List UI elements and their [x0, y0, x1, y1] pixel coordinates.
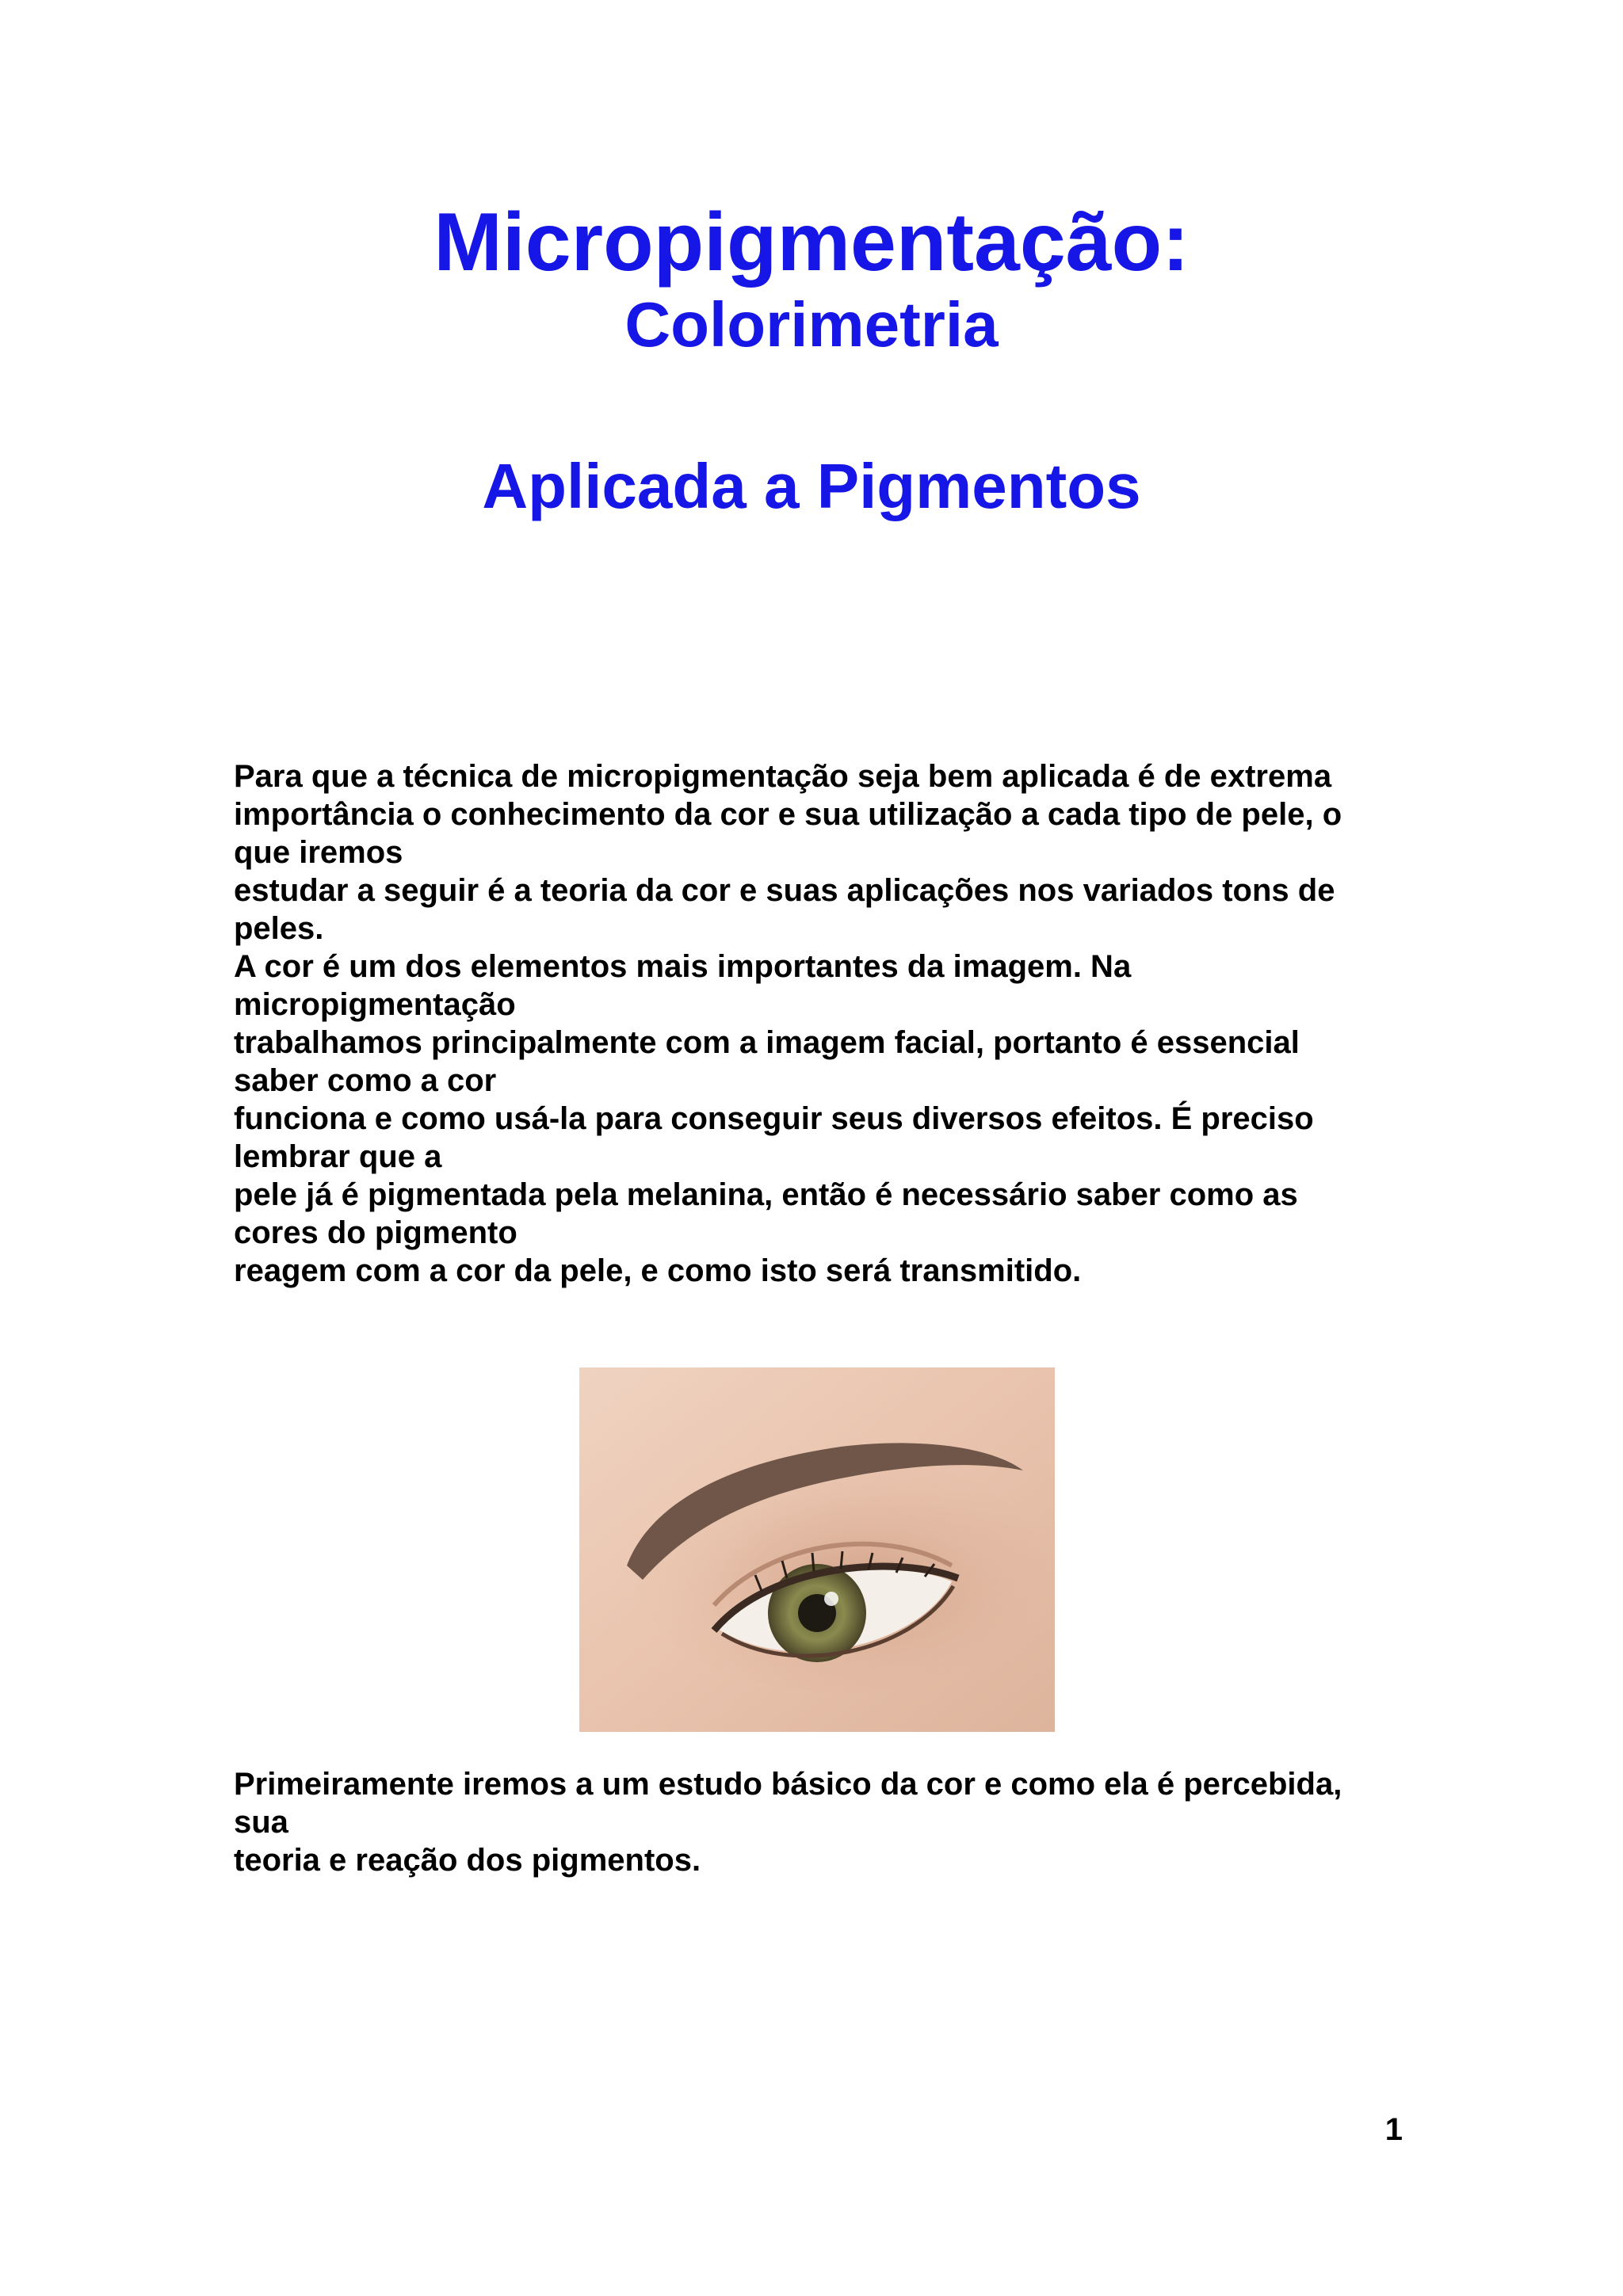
paragraph-line: importância o conhecimento da cor e sua utilização a cada tipo de pele, o: [234, 797, 1342, 832]
paragraph-line: Para que a técnica de micropigmentação seja bem aplicada é de extrema: [234, 759, 1332, 794]
intro-paragraph: [234, 757, 1399, 1290]
paragraph-line: estudar a seguir é a teoria da cor e suas aplicações nos variados tons de: [234, 873, 1335, 908]
paragraph-line: micropigmentação: [234, 987, 516, 1022]
paragraph-line: cores do pigmento: [234, 1215, 517, 1250]
paragraph-line: pele já é pigmentada pela melanina, então é necessário saber como as: [234, 1177, 1298, 1212]
paragraph-line: saber como a cor: [234, 1063, 497, 1098]
closing-paragraph: [234, 1765, 1399, 1879]
document-title: Micropigmentação:: [433, 196, 1190, 288]
paragraph-line: funciona e como usá-la para conseguir seus diversos efeitos. É preciso: [234, 1101, 1314, 1136]
paragraph-line: lembrar que a: [234, 1139, 442, 1174]
document-subtitle-secondary: Aplicada a Pigmentos: [482, 451, 1141, 521]
paragraph-line: que iremos: [234, 835, 403, 870]
paragraph-line: Primeiramente iremos a um estudo básico da cor e como ela é percebida,: [234, 1767, 1342, 1802]
paragraph-line: trabalhamos principalmente com a imagem facial, portanto é essencial: [234, 1025, 1300, 1060]
page-number: 1: [1384, 2112, 1403, 2147]
eye-photo-icon: [579, 1367, 1055, 1732]
paragraph-line: reagem com a cor da pele, e como isto será transmitido.: [234, 1253, 1082, 1288]
paragraph-line: sua: [234, 1805, 288, 1840]
paragraph-line: teoria e reação dos pigmentos.: [234, 1843, 701, 1878]
document-subtitle: Colorimetria: [624, 289, 999, 360]
paragraph-line: peles.: [234, 911, 324, 946]
paragraph-line: A cor é um dos elementos mais importantes da imagem. Na: [234, 949, 1132, 984]
